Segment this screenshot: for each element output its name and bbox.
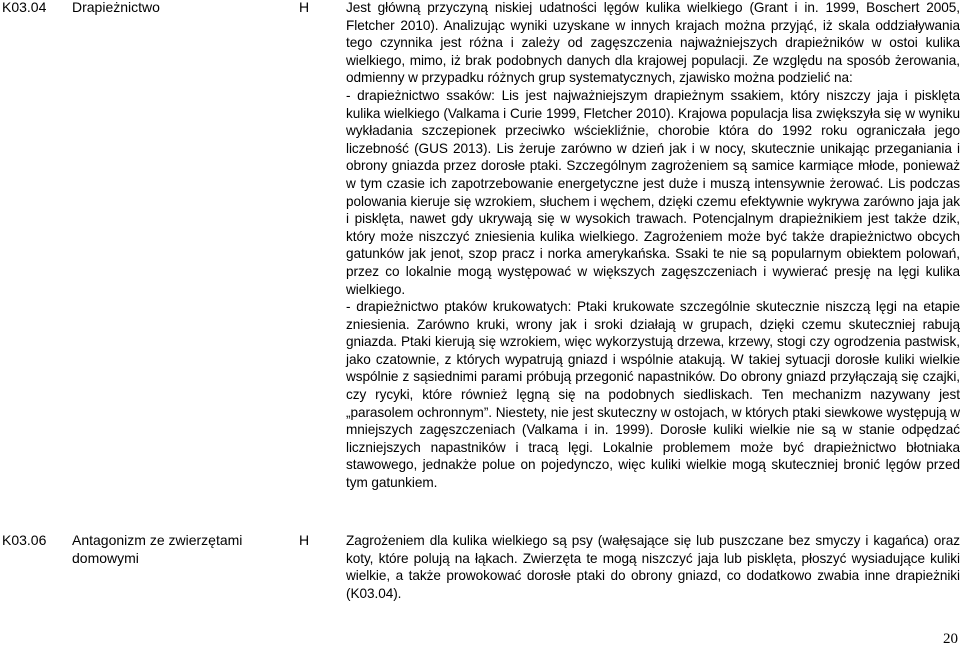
page-number: 20 xyxy=(943,631,958,647)
description-paragraph: - drapieżnictwo ssaków: Lis jest najważniejszym drapieżnym ssakiem, który niszczy jaja i pisklęta kulika wielkiego (Valkama i Curie 1999, Fletcher 2010). Krajowa populacja lisa zwiększyła się w wyniku wykładania szczepionek przeciwko wściekliźnie, chorobie która do 1992 roku ograniczała jego liczebność (GUS 2013). Lis żeruje zarówno w dzień jak i w nocy, skutecznie unikając przeganiania i obrony gniazda przez dorosłe ptaki. Szczególnym zagrożeniem są samice karmiące młode, ponieważ w tym czasie ich zapotrzebowanie energetyczne jest duże i muszą intensywnie żerować. Lis podczas polowania kieruje się wzrokiem, słuchem i węchem, dzięki czemu efektywnie wykrywa zarówno jaja jak i pisklęta, nawet gdy ukrywają się w wysokich trawach. Potencjalnym drapieżnikiem jest także dzik, który może niszczyć zniesienia kulika wielkiego. Zagrożeniem może być także drapieżnictwo obcych gatunków jak jenot, szop pracz i norka amerykańska. Ssaki te nie są popularnym obiektem polowań, przez co lokalnie mogą występować w większych zagęszczeniach i wywierać presję na lęgi kulika wielkiego. xyxy=(346,87,960,297)
description-paragraph: Jest główną przyczyną niskiej udatności lęgów kulika wielkiego (Grant i in. 1999, Boschert 2005, Fletcher 2010). Analizując wyniki uzyskane w innych krajach można przyjąć, iż skala oddziaływania tego czynnika jest różna i zależy od zagęszczenia najważniejszych drapieżników w ostoi kulika wielkiego, mimo, iż brak podobnych danych dla krajowej populacji. Ze względu na sposób żerowania, odmienny w przypadku różnych grup systematycznych, zjawisko można podzielić na: xyxy=(346,0,960,86)
threat-description xyxy=(346,0,960,492)
description-paragraph: Zagrożeniem dla kulika wielkiego są psy (wałęsające się lub puszczane bez smyczy i kagańca) oraz koty, które polują na łąkach. Zwierzęta te mogą niszczyć jaja lub pisklęta, płoszyć wysiadujące kuliki wielkie, a także prowokować dorosłe ptaki do obrony gniazd, co dodatkowo zwabia inne drapieżniki (K03.04). xyxy=(346,533,960,601)
threat-code: K03.04 xyxy=(2,0,47,15)
threat-level: H xyxy=(299,532,310,548)
threat-code: K03.06 xyxy=(2,532,47,548)
threat-name: Antagonizm ze zwierzętami domowymi xyxy=(72,532,243,566)
threat-level: H xyxy=(299,0,310,15)
description-paragraph: - drapieżnictwo ptaków krukowatych: Ptaki krukowate szczególnie skutecznie niszczą lęgi na etapie zniesienia. Zarówno kruki, wrony jak i sroki działają w grupach, dzięki czemu skuteczniej rabują gniazda. Ptaki kierują się wzrokiem, więc wykorzystują drzewa, krzewy, stogi czy ogrodzenia pastwisk, jako czatownie, z których wypatrują gniazd i wspólnie atakują. W takiej sytuacji dorosłe kuliki wielkie wspólnie z sąsiednimi parami próbują przegonić napastników. Do obrony gniazd przyłączają się czajki, czy rycyki, które również lęgną się na podobnych siedliskach. Ten mechanizm nazywany jest „parasolem ochronnym”. Niestety, nie jest skuteczny w ostojach, w których ptaki siewkowe występują w mniejszych zagęszczeniach (Valkama i in. 1999). Dorosłe kuliki wielkie nie są w stanie odpędzać liczniejszych napastników i tracą lęgi. Lokalnie problemem może być drapieżnictwo błotniaka stawowego, jednakże polue on pojedynczo, więc kuliki wielkie mogą skuteczniej bronić lęgów przed tym gatunkiem. xyxy=(346,299,960,491)
threat-name: Drapieżnictwo xyxy=(72,0,160,15)
threat-description xyxy=(346,532,960,602)
